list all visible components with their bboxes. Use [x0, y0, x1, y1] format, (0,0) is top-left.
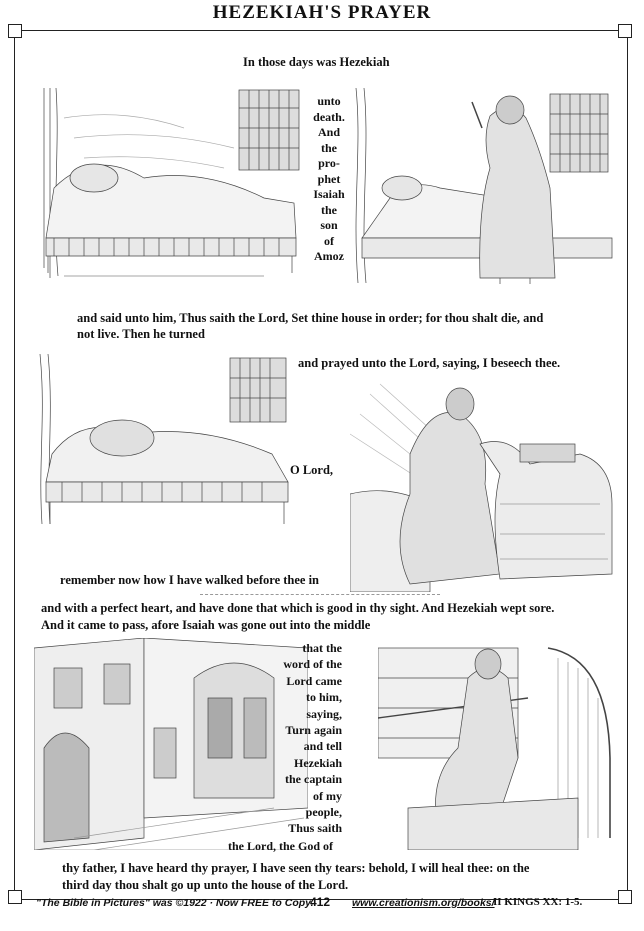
text-line: and prayed unto the Lord, saying, I beseech thee. — [298, 356, 561, 370]
footer-url-link[interactable]: www.creationism.org/books/ — [352, 897, 495, 909]
column-line: son — [320, 218, 338, 232]
intro-text: In those days was Hezekiah — [243, 55, 390, 69]
column-line: And — [317, 125, 340, 139]
column-line: Lord came — [286, 673, 342, 688]
column-line: Thus saith — [288, 821, 342, 836]
frame-corner — [618, 890, 632, 904]
column-line: word of the — [283, 657, 342, 672]
column-line: Isaiah — [313, 187, 345, 201]
column-line: Turn again — [285, 723, 342, 738]
o-lord-text: O Lord, — [290, 463, 334, 477]
narrow-text-column — [306, 94, 352, 265]
column-line: the — [321, 140, 337, 155]
text-line: not live. Then he turned — [77, 327, 205, 341]
frame-corner — [618, 24, 632, 38]
column-line: of — [324, 233, 334, 248]
footer-note: "The Bible in Pictures" was ©1922 · Now FREE to Copy. — [36, 897, 314, 909]
column-line: and tell — [303, 739, 342, 754]
text-line: and with a perfect heart, and have done that which is good in thy sight. And Hezekiah wept sore. — [41, 601, 555, 615]
page-number: 412 — [310, 895, 331, 909]
column-line: people, — [305, 805, 342, 820]
text-line: and said unto him, Thus saith the Lord, Set thine house in order; for thou shalt die, and — [77, 311, 544, 325]
column-line: unto — [317, 94, 341, 108]
text-line: remember now how I have walked before thee in — [60, 573, 320, 587]
illustration-isaiah-visit — [350, 88, 616, 290]
frame-corner — [8, 890, 22, 904]
frame-corner — [8, 24, 22, 38]
text-line: And it came to pass, afore Isaiah was gone out into the middle — [41, 618, 371, 632]
section-divider — [200, 594, 440, 595]
column-line: to him, — [306, 690, 342, 705]
column-line: pro- — [318, 156, 340, 170]
illustration-turned-to-wall — [32, 354, 298, 530]
column-line: Amoz — [314, 249, 344, 263]
column-line: that the — [302, 641, 342, 655]
scripture-reference: II KINGS XX: 1-5. — [493, 896, 583, 908]
column-line: phet — [317, 171, 341, 186]
illustration-kneeling-prayer — [350, 374, 616, 592]
illustration-sick-bed — [34, 88, 308, 286]
column-line: the — [321, 202, 337, 217]
narrow-text-column-2 — [260, 640, 342, 837]
column-line-last: the Lord, the God of — [228, 839, 333, 853]
column-line: death. — [313, 109, 345, 124]
column-line: of my — [313, 788, 342, 803]
column-line: saying, — [306, 706, 342, 721]
column-line: the captain — [285, 772, 342, 787]
illustration-seated-harp — [378, 638, 616, 850]
column-line: Hezekiah — [294, 755, 342, 770]
text-line: third day thou shalt go up unto the house of the Lord. — [62, 878, 349, 892]
text-line: thy father, I have heard thy prayer, I have seen thy tears: behold, I will heal thee: on the — [62, 861, 530, 875]
page-title: HEZEKIAH'S PRAYER — [212, 2, 432, 23]
